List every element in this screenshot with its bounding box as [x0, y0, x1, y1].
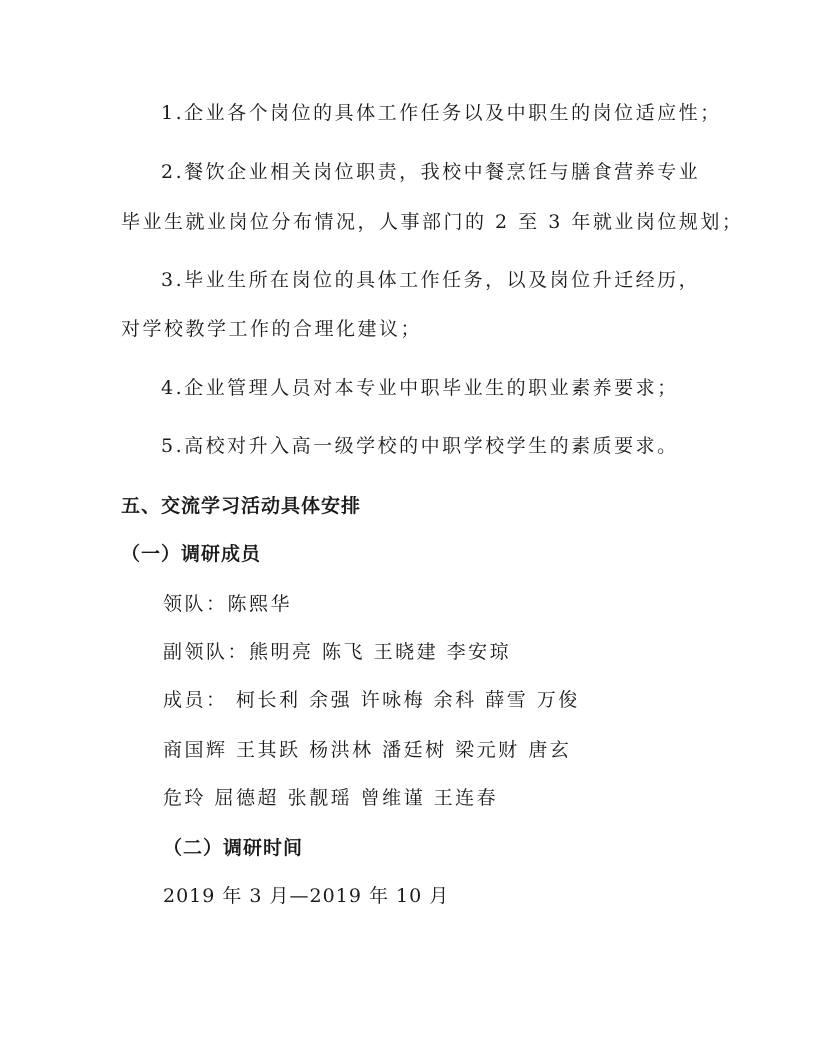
members-line-1: 成员： 柯长利 余强 许咏梅 余科 薛雪 万俊	[163, 689, 580, 711]
subsection-2-heading: （二）调研时间	[163, 837, 304, 859]
research-period: 2019 年 3 月—2019 年 10 月	[163, 885, 450, 907]
item-1-line-1: 1.企业各个岗位的具体工作任务以及中职生的岗位适应性；	[161, 102, 722, 124]
item-2-line-2: 毕业生就业岗位分布情况，人事部门的 2 至 3 年就业岗位规划；	[121, 211, 744, 233]
section-5-heading: 五、交流学习活动具体安排	[121, 495, 362, 517]
vice-leaders: 副领队：熊明亮 陈飞 王晓建 李安琼	[163, 641, 512, 663]
item-3-line-2: 对学校教学工作的合理化建议；	[121, 318, 423, 340]
item-5-line-1: 5.高校对升入高一级学校的中职学校学生的素质要求。	[161, 435, 679, 457]
item-2-line-1: 2.餐饮企业相关岗位职责，我校中餐烹饪与膳食营养专业	[161, 161, 701, 183]
team-leader: 领队：陈熙华	[163, 593, 293, 615]
item-3-line-1: 3.毕业生所在岗位的具体工作任务，以及岗位升迁经历，	[161, 269, 701, 291]
members-line-2: 商国辉 王其跃 杨洪林 潘廷树 梁元财 唐玄	[163, 739, 572, 761]
item-4-line-1: 4.企业管理人员对本专业中职毕业生的职业素养要求；	[161, 377, 679, 399]
subsection-1-heading: （一）调研成员	[121, 543, 262, 565]
members-line-3: 危玲 屈德超 张靓瑶 曾维谨 王连春	[163, 787, 499, 809]
